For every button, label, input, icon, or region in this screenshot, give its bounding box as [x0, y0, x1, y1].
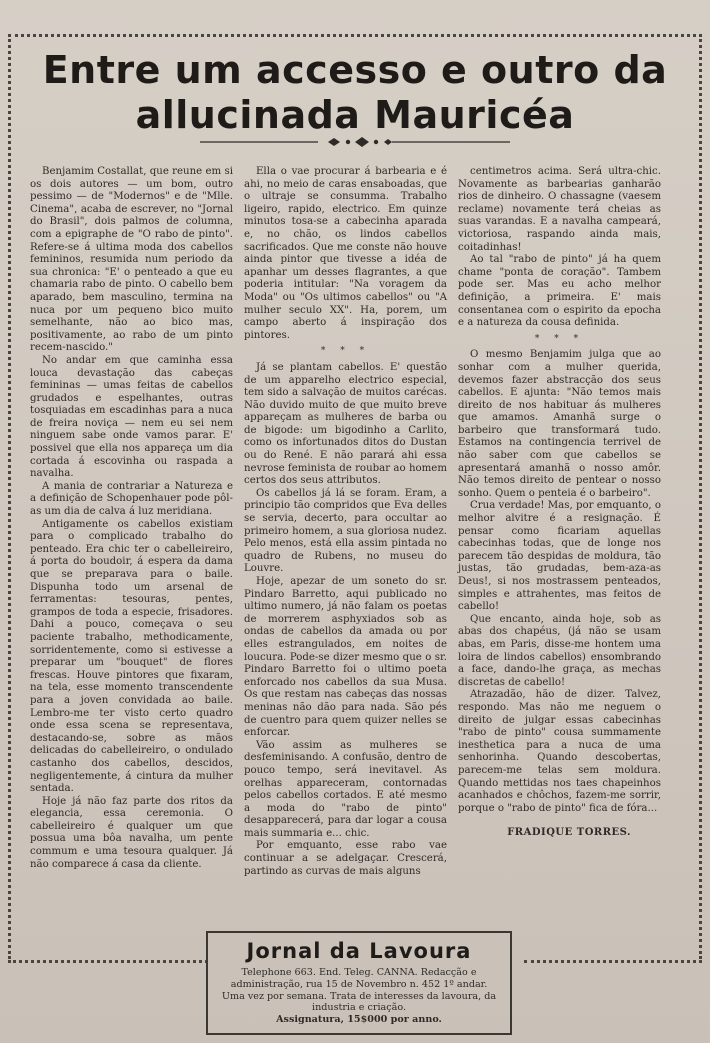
paragraph: Hoje já não faz parte dos ritos da elegancia, essa ceremonia. O cabelleireiro é qualquer um que possua uma bôa navalha, um pente commum e uma tesoura qualquer. Já não comparece á casa da cliente.	[30, 795, 233, 870]
paragraph: No andar em que caminha essa louca devastação das cabeças femininas — umas feitas de cabellos grudados e espelhantes, outras tosquiadas em escadinhas para a nuca de freira noviça — nem eu sei nem ninguem sabe onde vamos parar. E' possivel que ella nos appareça um dia cortada á escovinha ou raspada a navalha.	[30, 354, 233, 480]
paragraph: Vão assim as mulheres se desfeminisando. A confusão, dentro de pouco tempo, será inevitavel. As orelhas appareceram, contornadas pelos cabellos cortados. E até mesmo a moda do "rabo de pinto" desapparecerá, para dar logar a cousa mais summaria e... chic.	[244, 739, 447, 839]
article-body	[30, 166, 690, 896]
paragraph: centimetros acima. Será ultra-chic. Novamente as barbearias ganharão rios de dinheiro. O chassagne (vaesem reclame) novamente terá cheias as suas varandas. E a navalha campeará, victoriosa, raspando ainda mais, coitadinhas!	[458, 166, 661, 253]
paragraph: Que encanto, ainda hoje, sob as abas dos chapéus, (já não se usam abas, em Paris, disse-me hontem uma loira de lindos cabellos) ensombrando a face, dando-lhe graça, as mechas discretas de cabello!	[458, 613, 661, 688]
article-headline	[30, 48, 680, 138]
dotted-border-bottom-right	[524, 960, 702, 963]
headline-line-1: Entre um accesso e outro da	[42, 48, 668, 92]
dotted-border-top	[8, 34, 702, 37]
paragraph: Antigamente os cabellos existiam para o complicado trabalho do penteado. Era chic ter o cabelleireiro, á porta do boudoir, á espera da dama que se preparava para o baile. Dispunha todo um arsenal de ferramentas: tesouras, pentes, grampos de toda a especie, frisadores. Dahi a pouco, começava o seu paciente trabalho, methodicamente, sorridentemente, como si estivesse a preparar um "bouquet" de flores frescas. Houve pintores que fixaram, na tela, esse momento transcendente para a joven convidada ao baile. Lembro-me ter visto certo quadro onde essa scena se representava, destacando-se, sobre as mãos delicadas do cabelleireiro, o ondulado castanho dos cabellos, descidos, negligentemente, á cintura da mulher sentada.	[30, 518, 233, 795]
paragraph: Benjamim Costallat, que reune em si os dois autores — um bom, outro pessimo — de "Modernos" e de "Mlle. Cinema", acaba de escrever, no "Jornal do Brasil", dois palmos de columna, com a epigraphe de "O rabo de pinto". Refere-se á ultima moda dos cabellos femininos, resumida num periodo da sua chronica: "E' o penteado a que eu chamaria rabo de pinto. O cabello bem aparado, bem masculino, termina na nuca por um pequeno bico muito semelhante, não ao bico mas, positivamente, ao rabo de um pinto recem-nascido."	[30, 166, 233, 354]
section-separator: * * *	[534, 333, 585, 344]
headline-ornament-rule	[200, 136, 510, 148]
column-2	[244, 166, 447, 878]
masthead-subscription: Assignatura, 15$000 por anno.	[276, 1014, 442, 1026]
paragraph: Por emquanto, esse rabo vae continuar a se adelgaçar. Crescerá, partindo as curvas de mais alguns	[244, 840, 447, 877]
column-3	[458, 166, 661, 840]
paragraph: A mania de contrariar a Natureza e a definição de Schopenhauer pode pôl-as um dia de calva á luz meridiana.	[30, 480, 233, 518]
paragraph: Ao tal "rabo de pinto" já ha quem chame "ponta de coração". Tambem pode ser. Mas eu acho melhor definição, a primeira. E' mais consentanea com o espirito da epocha e a natureza da cousa definida.	[458, 254, 661, 329]
masthead-title: Jornal da Lavoura	[246, 939, 472, 963]
paragraph: Ella o vae procurar á barbearia e é ahi, no meio de caras ensaboadas, que o ultraje se consumma. Trabalho ligeiro, rapido, electrico. Em quinze minutos tosa-se a cabecinha aparada e, no chão, os lindos cabellos sacrificados. Que me conste não houve ainda pintor que tivesse a idéa de apanhar um desses flagrantes, a que poderia intitular: "Na voragem da Moda" ou "Os ultimos cabellos" ou "A mulher seculo XX". Ha, porem, um campo aberto á inspiração dos pintores.	[244, 166, 447, 341]
masthead-frequency: Uma vez por semana. Trata de interesses da lavoura, da industria e criação.	[221, 990, 497, 1014]
column-1	[30, 166, 233, 871]
paragraph: O mesmo Benjamim julga que ao sonhar com a mulher querida, devemos fazer abstracção dos seus cabellos. E ajunta: "Não temos mais direito de nos habituar ás mulheres que amamos. Amanhã surge o barbeiro que transformará tudo. Estamos na contingencia terrivel de não saber com que cabellos se apresentará amanhã o nosso amôr. Não temos direito de pentear o nosso sonho. Quem o penteia é o barbeiro".	[458, 349, 661, 499]
paragraph: Já se plantam cabellos. E' questão de um apparelho electrico especial, tem sido a salvação de muitos carécas. Não duvido muito de que muito breve appareçam as mulheres de barba ou de bigode: um bigodinho a Carlito, como os infortunados ditos do Dustan ou do René. E não parará ahi essa nevrose feminista de roubar ao homem certos dos seus attributos.	[244, 361, 447, 487]
paragraph: Os cabellos já lá se foram. Eram, a principio tão compridos que Eva delles se servia, decerto, para occultar ao primeiro homem, a sua gloriosa nudez. Pelo menos, está ella assim pintada no quadro de Rubens, no museu do Louvre.	[244, 487, 447, 575]
dotted-border-bottom-left	[8, 960, 208, 963]
masthead-box	[206, 931, 512, 1035]
paragraph: Atrazadão, hão de dizer. Talvez, respondo. Mas não me neguem o direito de julgar essas cabecinhas "rabo de pinto" cousa summamente inesthetica para a nuca de uma senhorinha. Quando descobertas, parecem-me telas sem moldura. Quando mettidas nos taes chapeinhos acanhados e chôchos, fazem-me sorrir, porque o "rabo de pinto" fica de fóra...	[458, 689, 661, 814]
paragraph: Crua verdade! Mas, por emquanto, o melhor alvitre é a resignação. É pensar como ficariam aquellas cabecinhas todas, que de longe nos parecem tão despidas de moldura, tão justas, tão grudadas, bem-aza-as Deus!, si nos mostrassem penteados, simples e attrahentes, mas feitos de cabello!	[458, 500, 661, 613]
masthead-contact: Telephone 663. End. Teleg. CANNA. Redacção e administração, rua 15 de Novembro n. 452 1º andar.	[230, 967, 488, 990]
headline-line-2: allucinada Mauricéa	[135, 93, 575, 137]
dotted-border-right	[699, 34, 702, 959]
dotted-border-left	[8, 34, 11, 959]
paragraph: Hoje, apezar de um soneto do sr. Pindaro Barretto, aqui publicado no ultimo numero, já não falam os poetas de morrerem asphyxiados sob as ondas de cabellos da amada ou por elles estrangulados, em noites de loucura. Pode-se dizer mesmo que o sr. Pindaro Barretto foi o ultimo poeta enforcado nos cabellos da sua Musa. Os que restam nas cabeças das nossas meninas não dão para nada. São pés de cuentro para quem quizer nelles se enforcar.	[244, 576, 447, 739]
section-separator: * * *	[320, 346, 371, 357]
masthead-info	[218, 967, 500, 1026]
author-signature: FRADIQUE TORRES.	[507, 827, 631, 839]
